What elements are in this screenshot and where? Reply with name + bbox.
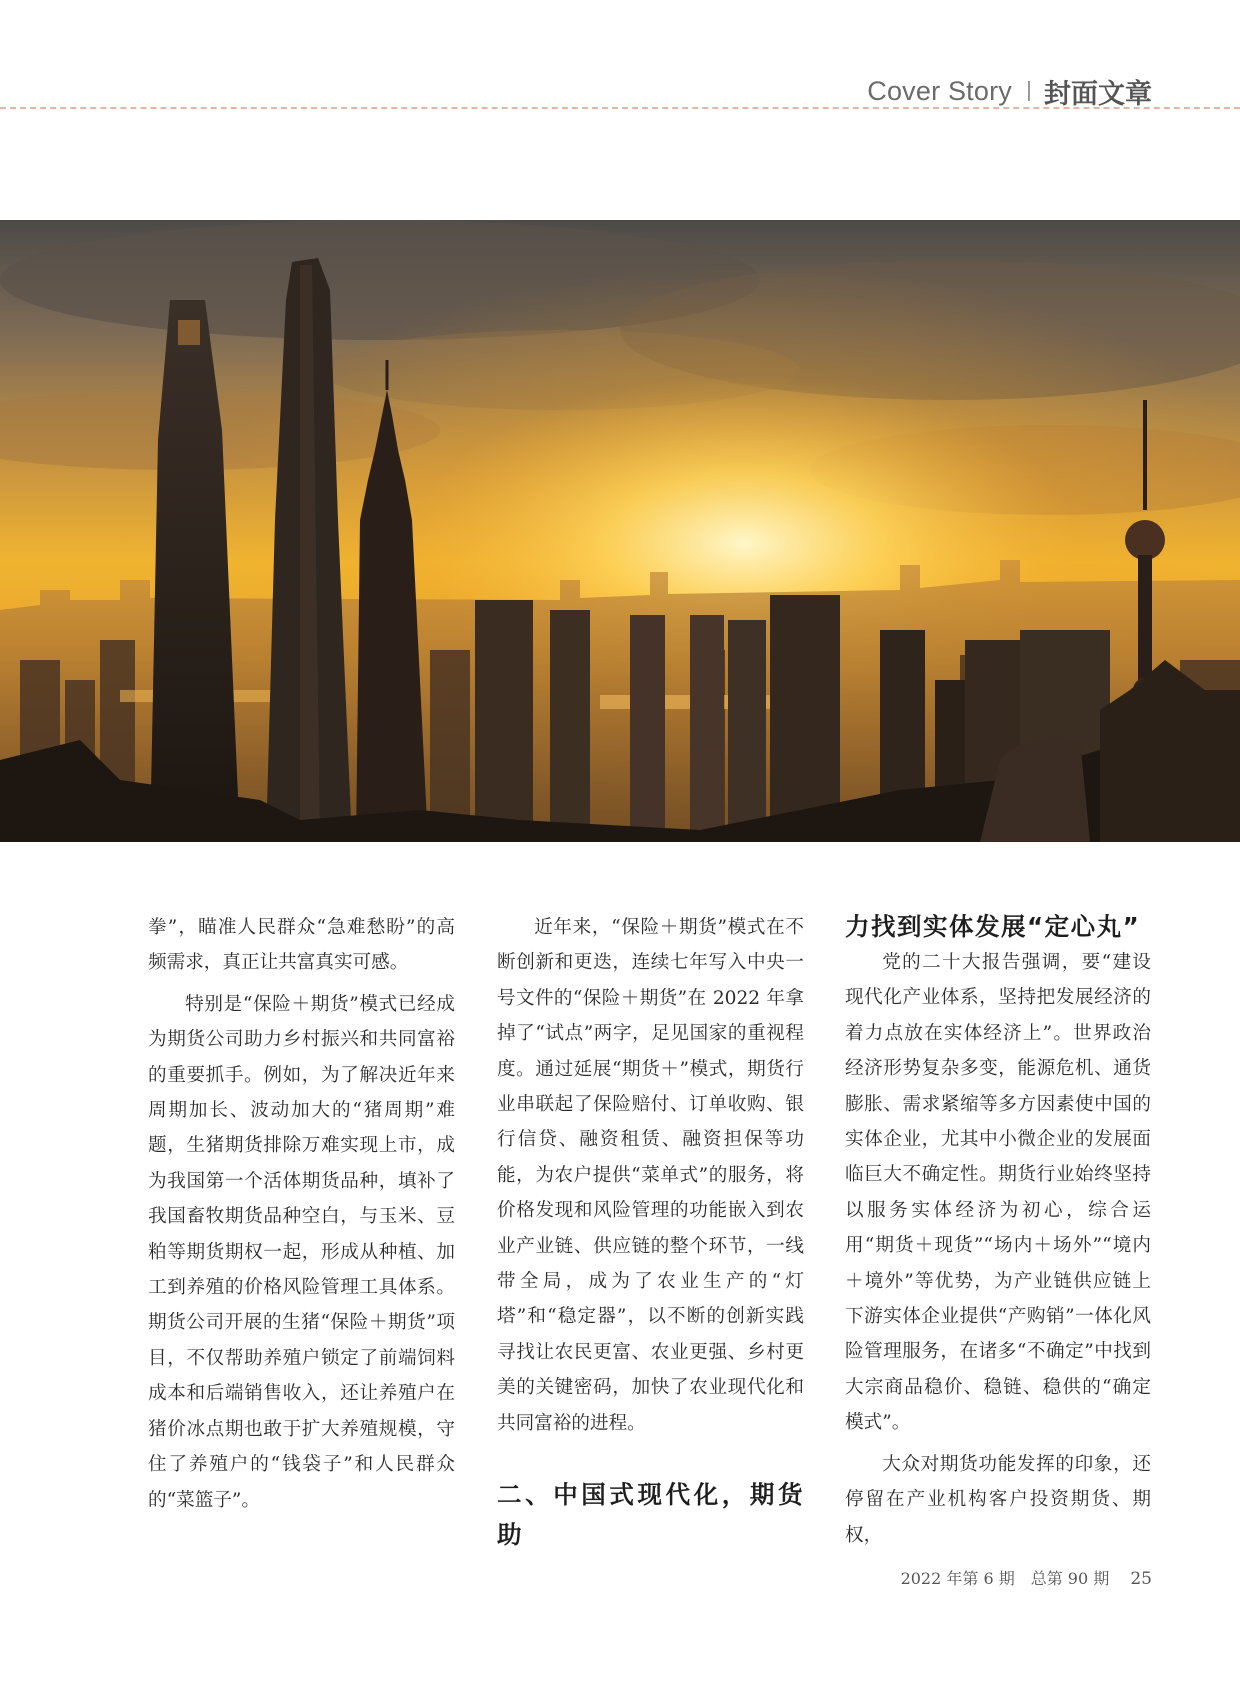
section-label-en: Cover Story: [867, 75, 1012, 106]
text-column-3: [845, 910, 1151, 1553]
header-dashed-rule: [0, 107, 1240, 109]
page-number: 25: [1130, 1569, 1152, 1589]
paragraph: 拳”，瞄准人民群众“急难愁盼”的高频需求，真正让共富真实可感。: [148, 917, 455, 974]
header-divider: [1028, 81, 1030, 101]
paragraph: 党的二十大报告强调，要“建设现代化产业体系，坚持把发展经济的着力点放在实体经济上”。世界政治经济形势复杂多变，能源危机、通货膨胀、需求紧缩等多方因素使中国的实体企业，尤其中小微企业的发展面临巨大不确定性。期货行业始终坚持以服务实体经济为初心，综合运用“期货＋现货”“场内＋场外”“境内＋境外”等优势，为产业链供应链上下游实体企业提供“产购销”一体化风险管理服务，在诸多“不确定”中找到大宗商品稳价、稳链、稳供的“确定模式”。: [845, 952, 1151, 1434]
section-heading-continued: 力找到实体发展“定心丸”: [845, 912, 1141, 941]
text-column-2: [497, 910, 804, 1555]
section-heading: 二、中国式现代化，期货助: [497, 1480, 804, 1550]
issue-info: 2022 年第 6 期 总第 90 期: [900, 1569, 1110, 1588]
section-label-cn: 封面文章: [1044, 78, 1152, 110]
paragraph: 特别是“保险＋期货”模式已经成为期货公司助力乡村振兴和共同富裕的重要抓手。例如，为了解决近年来周期加长、波动加大的“猪周期”难题，生猪期货排除万难实现上市，成为我国第一个活体期货品种，填补了我国畜牧期货品种空白，与玉米、豆粕等期货期权一起，形成从种植、加工到养殖的价格风险管理工具体系。期货公司开展的生猪“保险＋期货”项目，不仅帮助养殖户锁定了前端饲料成本和后端销售收入，还让养殖户在猪价冰点期也敢于扩大养殖规模，守住了养殖户的“钱袋子”和人民群众的“菜篮子”。: [148, 993, 455, 1511]
paragraph: 近年来，“保险＋期货”模式在不断创新和更迭，连续七年写入中央一号文件的“保险＋期货”在 2022 年拿掉了“试点”两字，足见国家的重视程度。通过延展“期货＋”模式，期货行业串联起了保险赔付、订单收购、银行信贷、融资租赁、融资担保等功能，为农户提供“菜单式”的服务，将价格发现和风险管理的功能嵌入到农业产业链、供应链的整个环节，一线带全局，成为了农业生产的“灯塔”和“稳定器”，以不断的创新实践寻找让农民更富、农业更强、乡村更美的关键密码，加快了农业现代化和共同富裕的进程。: [497, 917, 804, 1434]
paragraph: 大众对期货功能发挥的印象，还停留在产业机构客户投资期货、期权，: [845, 1453, 1151, 1546]
text-column-1: [148, 910, 455, 1518]
skyline-photo: [0, 220, 1240, 842]
page-footer: [901, 1566, 1152, 1589]
